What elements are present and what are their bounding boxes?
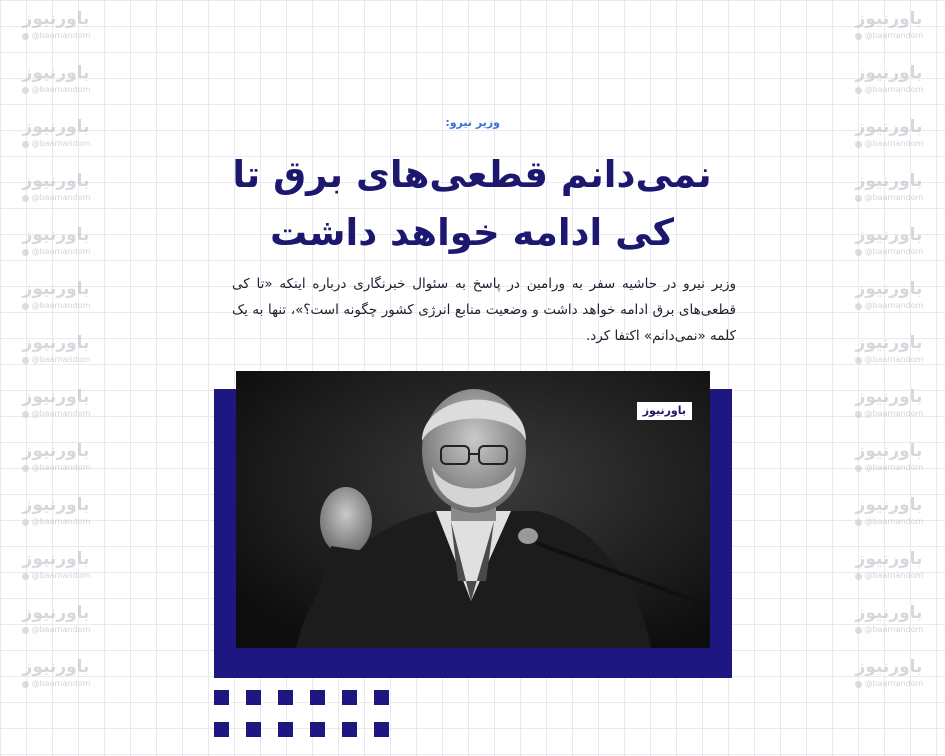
watermark-handle: @baarnandom: [31, 31, 91, 40]
social-icon: [22, 303, 29, 310]
watermark: [6, 656, 106, 695]
watermark-handle: @baarnandom: [864, 193, 924, 202]
watermark-logo: باورنیوز: [855, 279, 923, 299]
watermark: [839, 386, 939, 425]
watermark-handle: @baarnandom: [31, 517, 91, 526]
watermark-handle: @baarnandom: [864, 355, 924, 364]
decor-square: [342, 722, 357, 737]
watermark: [839, 170, 939, 209]
watermark-logo: باورنیوز: [855, 603, 923, 623]
watermark: [6, 278, 106, 317]
watermark-logo: باورنیوز: [22, 657, 90, 677]
watermark: [6, 602, 106, 641]
watermark-logo: باورنیوز: [22, 117, 90, 137]
watermark: [6, 116, 106, 155]
watermark-logo: باورنیوز: [855, 333, 923, 353]
watermark-handle: @baarnandom: [31, 679, 91, 688]
watermark-logo: باورنیوز: [22, 387, 90, 407]
social-icon: [855, 357, 862, 364]
watermark-logo: باورنیوز: [855, 657, 923, 677]
social-icon: [22, 357, 29, 364]
social-icon: [22, 87, 29, 94]
watermark-logo: باورنیوز: [22, 441, 90, 461]
decor-square: [246, 690, 261, 705]
social-icon: [22, 249, 29, 256]
watermark-logo: باورنیوز: [855, 549, 923, 569]
article-body: وزیر نیرو در حاشیه سفر به ورامین در پاسخ به سئوال خبرنگاری درباره اینکه «تا کی قطعی‌های برق ادامه خواهد داشت و وضعیت منابع انرژی کشور چگونه است؟»، تنها به یک کلمه «نمی‌دانم» اکتفا کرد.: [232, 276, 736, 344]
watermark-logo: باورنیوز: [855, 63, 923, 83]
watermark-handle: @baarnandom: [864, 301, 924, 310]
decor-square: [278, 722, 293, 737]
watermark-handle: @baarnandom: [31, 139, 91, 148]
watermark-column-right: [839, 8, 939, 695]
social-icon: [22, 33, 29, 40]
watermark: [839, 8, 939, 47]
watermark-handle: @baarnandom: [864, 409, 924, 418]
watermark-logo: باورنیوز: [855, 441, 923, 461]
decor-square: [246, 722, 261, 737]
watermark: [6, 494, 106, 533]
watermark-logo: باورنیوز: [22, 9, 90, 29]
decor-square: [214, 722, 229, 737]
watermark-logo: باورنیوز: [855, 387, 923, 407]
article-headline: نمی‌دانم قطعی‌های برق تا کی ادامه خواهد داشت: [232, 153, 712, 254]
watermark-logo: باورنیوز: [22, 63, 90, 83]
watermark-logo: باورنیوز: [855, 225, 923, 245]
watermark-handle: @baarnandom: [864, 31, 924, 40]
watermark-logo: باورنیوز: [22, 603, 90, 623]
social-icon: [22, 411, 29, 418]
watermark-handle: @baarnandom: [31, 193, 91, 202]
watermark-logo: باورنیوز: [855, 495, 923, 515]
social-icon: [855, 519, 862, 526]
social-icon: [855, 249, 862, 256]
watermark: [839, 494, 939, 533]
watermark: [6, 548, 106, 587]
decor-square: [214, 690, 229, 705]
watermark-handle: @baarnandom: [31, 355, 91, 364]
watermark: [839, 548, 939, 587]
photo-watermark-logo: باورنیوز: [637, 402, 692, 420]
watermark-handle: @baarnandom: [864, 463, 924, 472]
watermark: [6, 170, 106, 209]
social-icon: [855, 303, 862, 310]
news-photo: [236, 371, 710, 648]
watermark-logo: باورنیوز: [855, 9, 923, 29]
social-icon: [855, 33, 862, 40]
social-icon: [855, 465, 862, 472]
watermark-logo: باورنیوز: [22, 279, 90, 299]
social-icon: [22, 141, 29, 148]
social-icon: [22, 195, 29, 202]
article-kicker: وزیر نیرو:: [445, 116, 500, 129]
watermark-handle: @baarnandom: [864, 517, 924, 526]
decorative-dot-grid: [214, 690, 389, 737]
social-icon: [855, 573, 862, 580]
watermark-handle: @baarnandom: [864, 247, 924, 256]
watermark: [839, 332, 939, 371]
watermark-handle: @baarnandom: [864, 625, 924, 634]
watermark-handle: @baarnandom: [31, 625, 91, 634]
social-icon: [22, 465, 29, 472]
watermark-handle: @baarnandom: [31, 463, 91, 472]
watermark-logo: باورنیوز: [855, 171, 923, 191]
watermark-handle: @baarnandom: [31, 301, 91, 310]
watermark: [839, 278, 939, 317]
watermark: [839, 224, 939, 263]
social-icon: [855, 141, 862, 148]
social-icon: [22, 573, 29, 580]
social-icon: [855, 87, 862, 94]
watermark-handle: @baarnandom: [864, 571, 924, 580]
decor-square: [278, 690, 293, 705]
social-icon: [22, 519, 29, 526]
watermark-logo: باورنیوز: [22, 495, 90, 515]
watermark-handle: @baarnandom: [31, 247, 91, 256]
social-icon: [22, 681, 29, 688]
watermark-logo: باورنیوز: [22, 333, 90, 353]
watermark-column-left: [6, 8, 106, 695]
social-icon: [22, 627, 29, 634]
watermark-logo: باورنیوز: [22, 171, 90, 191]
watermark-handle: @baarnandom: [31, 571, 91, 580]
decor-square: [374, 690, 389, 705]
watermark-handle: @baarnandom: [31, 409, 91, 418]
decor-square: [310, 690, 325, 705]
watermark: [839, 116, 939, 155]
social-icon: [855, 681, 862, 688]
watermark: [6, 386, 106, 425]
watermark: [6, 224, 106, 263]
watermark-handle: @baarnandom: [31, 85, 91, 94]
watermark: [839, 440, 939, 479]
watermark: [6, 440, 106, 479]
watermark-handle: @baarnandom: [864, 85, 924, 94]
watermark-handle: @baarnandom: [864, 139, 924, 148]
watermark: [6, 332, 106, 371]
watermark: [839, 602, 939, 641]
watermark: [839, 62, 939, 101]
social-icon: [855, 627, 862, 634]
decor-square: [342, 690, 357, 705]
watermark-logo: باورنیوز: [22, 549, 90, 569]
watermark: [6, 8, 106, 47]
decor-square: [310, 722, 325, 737]
social-icon: [855, 411, 862, 418]
watermark-logo: باورنیوز: [22, 225, 90, 245]
decor-square: [374, 722, 389, 737]
watermark: [6, 62, 106, 101]
social-icon: [855, 195, 862, 202]
watermark: [839, 656, 939, 695]
watermark-logo: باورنیوز: [855, 117, 923, 137]
watermark-handle: @baarnandom: [864, 679, 924, 688]
